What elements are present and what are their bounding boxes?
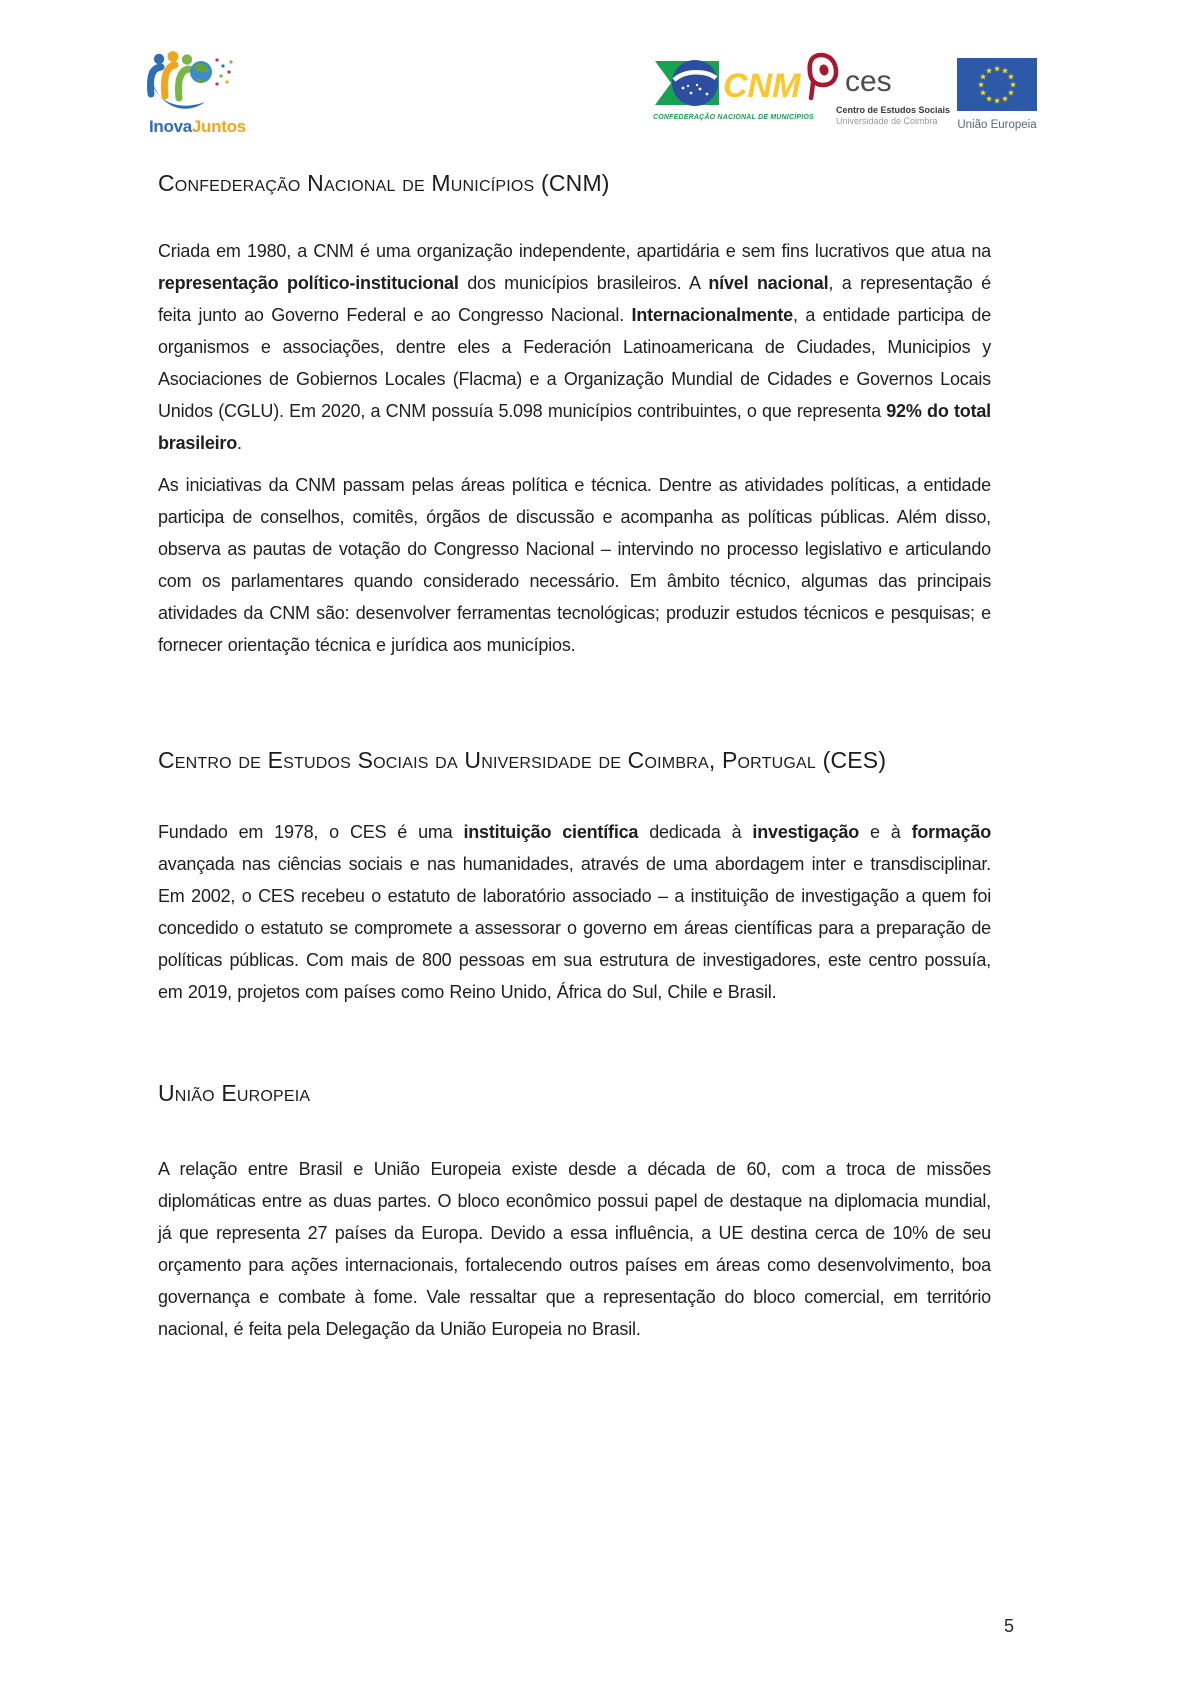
page-number: 5: [1004, 1616, 1015, 1636]
text-run: Criada em 1980, a CNM é uma organização independente, apartidária e sem fins lucrativos que atua na: [158, 241, 991, 261]
text-run-bold: 92% do total brasileiro: [158, 401, 991, 453]
text-run: A relação entre Brasil e União Europeia existe desde a década de 60, com a troca de missões diplomáticas entre as duas partes. O bloco econômico possui papel de destaque na diplomacia mundial, já que representa 27 países da Europa. Devido a essa influência, a UE destina cerca de 10% de seu orçamento para ações internacionais, fortalecendo outros países em áreas como desenvolvimento, boa governança e combate à fome. Vale ressaltar que a representação do bloco comercial, em território nacional, é feita pela Delegação da União Europeia no Brasil.: [158, 1159, 991, 1339]
cnm-caption: CONFEDERAÇÃO NACIONAL DE MUNICÍPIOS: [653, 114, 814, 121]
svg-text:★: ★: [1001, 66, 1009, 77]
text-run-bold: instituição científica: [463, 822, 639, 842]
paragraph-cnm-2: [158, 469, 991, 661]
eu-flag-icon: [957, 58, 1037, 111]
cnm-logo: [653, 58, 814, 121]
ces-caption-line1: Centro de Estudos Sociais: [836, 105, 951, 115]
cnm-flag-icon: [653, 58, 803, 108]
section-heading-ue: União Europeia: [158, 1080, 311, 1106]
svg-text:★: ★: [979, 72, 987, 83]
svg-text:★: ★: [993, 64, 1001, 75]
cnm-acronym: CNM: [723, 67, 801, 105]
inovajuntos-wordmark-juntos: Juntos: [191, 117, 246, 136]
eu-caption: União Europeia: [957, 119, 1037, 131]
text-run: , a entidade participa de organismos e associações, dentre eles a Federación Latinoamericana de Ciudades, Municipios y Asociaciones de Gobiernos Locales (Flacma) e a Organização Mundial de Cidades e Governos Locais Unidos (CGLU). Em 2020, a CNM possuía 5.098 municípios contribuintes, o que representa: [158, 305, 992, 421]
paragraph-ces-1: [158, 816, 991, 1008]
ces-acronym: ces: [845, 65, 892, 98]
svg-text:★: ★: [977, 80, 985, 91]
text-run: avançada nas ciências sociais e nas humanidades, através de uma abordagem inter e transdisciplinar. Em 2002, o CES recebeu o estatuto de laboratório associado – a instituição de investigação a quem foi concedido o estatuto se compromete a assessorar o governo em áreas científicas para a preparação de políticas públicas. Com mais de 800 pessoas em sua estrutura de investigadores, este centro possuía, em 2019, projetos com países como Reino Unido, África do Sul, Chile e Brasil.: [158, 854, 991, 1002]
svg-text:★: ★: [985, 94, 993, 105]
text-run: As iniciativas da CNM passam pelas áreas política e técnica. Dentre as atividades políticas, a entidade participa de conselhos, comitês, órgãos de discussão e acompanha as políticas públicas. Além disso, observa as pautas de votação do Congresso Nacional – intervindo no processo legislativo e articulando com os parlamentares quando considerado necessário. Em âmbito técnico, algumas das principais atividades da CNM são: desenvolver ferramentas tecnológicas; produzir estudos técnicos e pesquisas; e fornecer orientação técnica e jurídica aos municípios.: [158, 475, 991, 655]
svg-text:★: ★: [1009, 80, 1017, 91]
text-run-bold: formação: [911, 822, 991, 842]
text-run-bold: investigação: [752, 822, 860, 842]
svg-text:★: ★: [1007, 72, 1015, 83]
text-run: dedicada à: [638, 822, 753, 842]
svg-text:★: ★: [985, 66, 993, 77]
text-run: .: [237, 433, 242, 453]
svg-text:★: ★: [1007, 88, 1015, 99]
eu-flag-logo: [954, 58, 1040, 131]
ces-logo: [806, 50, 951, 126]
inovajuntos-wordmark: [143, 117, 247, 137]
paragraph-cnm-1: [158, 235, 991, 459]
text-run: e à: [859, 822, 912, 842]
svg-text:★: ★: [979, 88, 987, 99]
inovajuntos-wordmark-inova: Inova: [149, 117, 192, 136]
text-run-bold: nível nacional: [708, 273, 829, 293]
document-body: [158, 170, 991, 1345]
text-run: Fundado em 1978, o CES é uma: [158, 822, 464, 842]
section-heading-ces: Centro de Estudos Sociais da Universidade de Coimbra, Portugal (CES): [158, 747, 887, 773]
inovajuntos-logo: [143, 50, 247, 137]
ces-caption-line2: Universidade de Coimbra: [836, 116, 938, 126]
inovajuntos-icon: [143, 50, 239, 114]
text-run: dos municípios brasileiros. A: [458, 273, 709, 293]
paragraph-ue-1: [158, 1153, 991, 1345]
ces-glyph-icon: [806, 51, 840, 101]
text-run: , a representação é feita junto ao Governo Federal e ao Congresso Nacional.: [158, 273, 991, 325]
text-run-bold: Internacionalmente: [631, 305, 793, 325]
svg-text:★: ★: [993, 96, 1001, 107]
section-heading-cnm: Confederação Nacional de Municípios (CNM): [158, 170, 610, 196]
svg-text:★: ★: [1001, 94, 1009, 105]
text-run-bold: representação político-institucional: [158, 273, 459, 293]
